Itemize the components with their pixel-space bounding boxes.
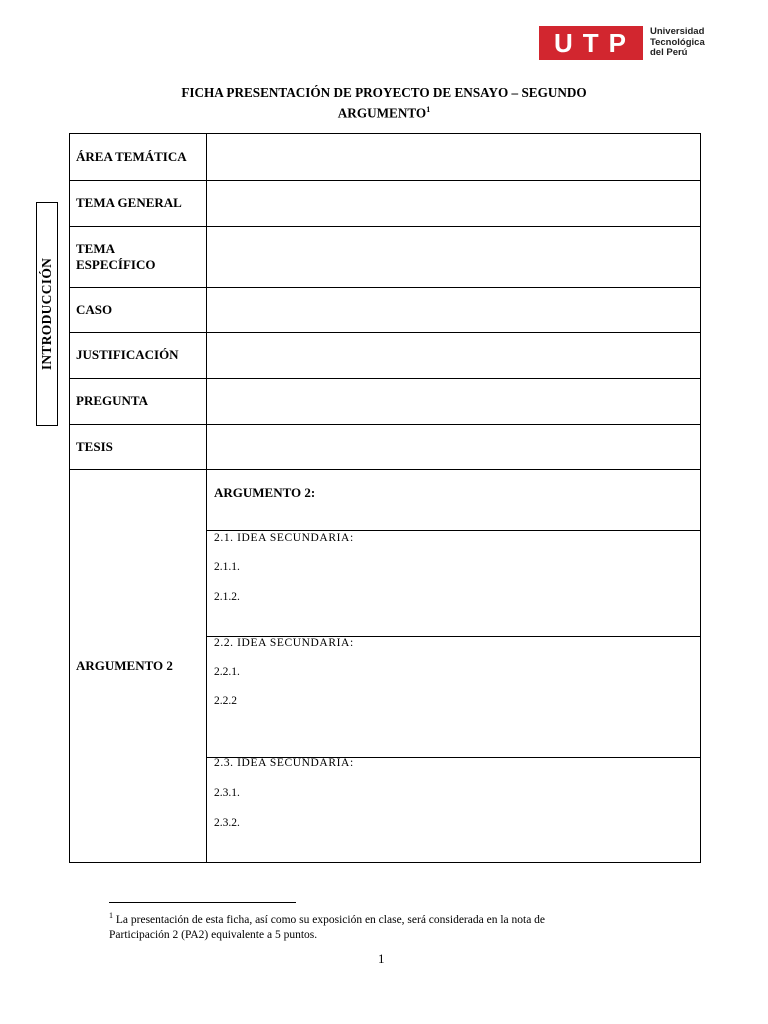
label-tesis: TESIS: [70, 424, 207, 469]
argument-header: ARGUMENTO 2:: [214, 485, 316, 500]
footnote-line-2: Participación 2 (PA2) equivalente a 5 puntos.: [109, 928, 318, 941]
idea-2-2-cell: [207, 636, 700, 758]
title-line-2: ARGUMENTO$^1$: [337, 105, 431, 121]
idea-2-1-cell: [207, 530, 700, 637]
label-justificacion: JUSTIFICACIÓN: [70, 332, 207, 378]
title-footnote-ref: 1: [426, 105, 431, 114]
idea-2-3-cell: [207, 757, 700, 862]
row-pregunta: [70, 378, 700, 425]
idea-2-3-title: 2.3. IDEA SECUNDARIA:: [214, 757, 354, 769]
row-argumento-2: [70, 469, 700, 862]
idea-2-1-item-2: 2.1.2.: [214, 591, 240, 603]
idea-2-3-item-1: 2.3.1.: [214, 787, 240, 799]
project-form-table: [69, 133, 701, 863]
footnote: [109, 908, 629, 943]
side-label: INTRODUCCIÓN: [39, 257, 54, 371]
introduccion-side-box: [36, 202, 58, 426]
document-title: [100, 84, 668, 121]
row-tema-general: [70, 180, 700, 227]
row-area-tematica: [70, 134, 700, 181]
logo-text: [650, 27, 705, 59]
idea-2-1-item-1: 2.1.1.: [214, 561, 240, 573]
row-tesis: [70, 424, 700, 470]
argument-header-cell: [207, 469, 700, 531]
row-justificacion: [70, 332, 700, 379]
row-caso: [70, 287, 700, 333]
page-number: 1: [378, 951, 385, 966]
label-pregunta: PREGUNTA: [70, 378, 207, 424]
footnote-line-1: La presentación de esta ficha, así como su exposición en clase, será considerada en la nota de: [113, 913, 546, 926]
label-tema-especifico: TEMA ESPECÍFICO: [70, 226, 207, 287]
label-caso: CASO: [70, 287, 207, 332]
idea-2-2-item-1: 2.2.1.: [214, 666, 240, 678]
label-argumento-2: ARGUMENTO 2: [70, 469, 207, 862]
label-area-tematica: ÁREA TEMÁTICA: [70, 134, 207, 180]
idea-2-3-item-2: 2.3.2.: [214, 817, 240, 829]
label-tema-general: TEMA GENERAL: [70, 180, 207, 226]
row-tema-especifico: [70, 226, 700, 288]
idea-2-1-title: 2.1. IDEA SECUNDARIA:: [214, 532, 354, 544]
logo-line-2: Tecnológica: [650, 36, 705, 48]
logo-mark: UTP: [539, 26, 643, 60]
footnote-separator: [109, 902, 296, 903]
argument-cell: [207, 469, 700, 862]
utp-logo: [539, 26, 705, 60]
idea-2-2-item-2: 2.2.2: [214, 695, 237, 707]
title-line-1: FICHA PRESENTACIÓN DE PROYECTO DE ENSAYO – SEGUNDO: [181, 85, 587, 100]
footnote-ref: 1: [109, 911, 113, 920]
idea-2-2-title: 2.2. IDEA SECUNDARIA:: [214, 637, 354, 649]
logo-line-3: del Perú: [650, 47, 688, 59]
logo-line-1: Universidad: [650, 26, 705, 38]
